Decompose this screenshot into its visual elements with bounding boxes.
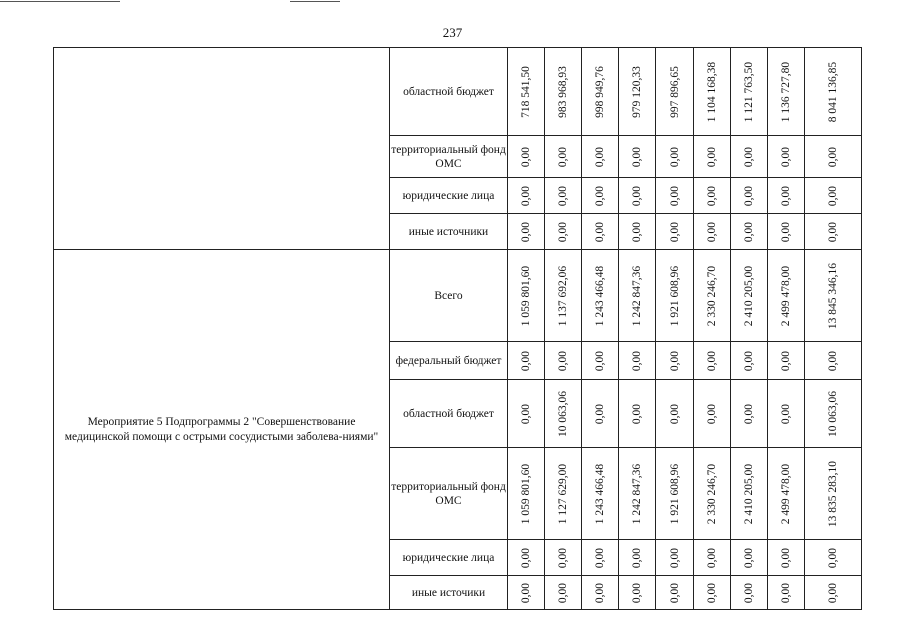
value-text: 0,00 <box>557 146 569 167</box>
value-text: 0,00 <box>631 582 643 603</box>
year-value-cell <box>619 448 656 540</box>
funding-source-cell: Всего <box>390 250 508 342</box>
value-text: 0,00 <box>520 221 532 242</box>
year-value-cell <box>508 48 545 136</box>
year-value-cell <box>582 448 619 540</box>
value-text: 2 330 246,70 <box>706 463 718 524</box>
total-cell <box>805 250 862 342</box>
year-value-cell <box>768 342 805 380</box>
value-text: 1 921 608,96 <box>668 265 681 326</box>
value-text: 0,00 <box>594 350 606 371</box>
value-text: 1 242 847,36 <box>631 463 643 524</box>
year-value-cell <box>731 342 768 380</box>
year-value-cell <box>619 136 656 178</box>
value-text: 0,00 <box>743 221 755 242</box>
funding-source-cell: территориальный фонд ОМС <box>390 448 508 540</box>
funding-source-cell: территориальный фонд ОМС <box>390 136 508 178</box>
value-text: 0,00 <box>743 582 755 603</box>
value-text: 0,00 <box>827 221 839 242</box>
year-value-cell <box>731 448 768 540</box>
value-text: 0,00 <box>706 350 718 371</box>
value-text: 0,00 <box>520 350 532 371</box>
year-value-cell <box>508 250 545 342</box>
value-text: 0,00 <box>706 403 718 424</box>
year-value-cell <box>582 342 619 380</box>
funding-source-cell: областной бюджет <box>390 48 508 136</box>
value-text: 2 410 205,00 <box>743 463 755 524</box>
value-text: 0,00 <box>631 350 643 371</box>
measure-cell <box>54 48 390 250</box>
year-value-cell <box>545 136 582 178</box>
year-value-cell <box>731 178 768 214</box>
year-value-cell <box>768 178 805 214</box>
value-text: 0,00 <box>520 185 532 206</box>
value-text: 0,00 <box>668 403 681 424</box>
value-text: 0,00 <box>631 403 643 424</box>
year-value-cell <box>656 448 694 540</box>
page-number: 237 <box>442 25 463 40</box>
year-value-cell <box>508 380 545 448</box>
value-text: 0,00 <box>743 146 755 167</box>
year-value-cell <box>582 48 619 136</box>
value-text: 0,00 <box>594 146 606 167</box>
year-value-cell <box>656 178 694 214</box>
table-row <box>54 48 862 136</box>
year-value-cell <box>619 576 656 610</box>
year-value-cell <box>619 250 656 342</box>
year-value-cell <box>694 380 731 448</box>
value-text: 2 330 246,70 <box>706 265 718 326</box>
value-text: 2 499 478,00 <box>780 463 792 524</box>
funding-table <box>53 47 862 610</box>
value-text: 0,00 <box>520 582 532 603</box>
value-text: 0,00 <box>631 185 643 206</box>
value-text: 0,00 <box>668 350 681 371</box>
year-value-cell <box>545 448 582 540</box>
year-value-cell <box>694 250 731 342</box>
year-value-cell <box>656 342 694 380</box>
value-text: 1 137 692,06 <box>557 265 569 326</box>
value-text: 0,00 <box>827 185 839 206</box>
value-text: 0,00 <box>557 350 569 371</box>
year-value-cell <box>582 540 619 576</box>
year-value-cell <box>731 48 768 136</box>
value-text: 0,00 <box>668 185 681 206</box>
total-cell <box>805 342 862 380</box>
value-text: 718 541,50 <box>520 65 532 118</box>
funding-source-cell: федеральный бюджет <box>390 342 508 380</box>
value-text: 0,00 <box>780 350 792 371</box>
value-text: 0,00 <box>520 146 532 167</box>
year-value-cell <box>731 380 768 448</box>
value-text: 998 949,76 <box>594 65 606 118</box>
value-text: 0,00 <box>827 350 839 371</box>
year-value-cell <box>508 448 545 540</box>
year-value-cell <box>694 214 731 250</box>
value-text: 0,00 <box>706 582 718 603</box>
year-value-cell <box>508 342 545 380</box>
year-value-cell <box>731 576 768 610</box>
value-text: 979 120,33 <box>631 65 643 118</box>
scan-edge-mark-right <box>290 1 340 2</box>
value-text: 0,00 <box>780 582 792 603</box>
measure-cell: Мероприятие 5 Подпрограммы 2 "Совершенствование медицинской помощи с острыми сосудистыми заболева-ниями" <box>54 250 390 610</box>
year-value-cell <box>656 136 694 178</box>
year-value-cell <box>582 380 619 448</box>
year-value-cell <box>768 448 805 540</box>
total-cell <box>805 48 862 136</box>
value-text: 0,00 <box>631 547 643 568</box>
value-text: 13 845 346,16 <box>827 262 839 329</box>
value-text: 2 499 478,00 <box>780 265 792 326</box>
value-text: 0,00 <box>743 185 755 206</box>
value-text: 0,00 <box>594 547 606 568</box>
value-text: 0,00 <box>557 185 569 206</box>
year-value-cell <box>619 342 656 380</box>
total-cell <box>805 576 862 610</box>
year-value-cell <box>694 136 731 178</box>
value-text: 1 243 466,48 <box>594 463 606 524</box>
value-text: 0,00 <box>780 146 792 167</box>
value-text: 0,00 <box>668 582 681 603</box>
value-text: 1 121 763,50 <box>743 61 755 122</box>
value-text: 0,00 <box>743 403 755 424</box>
year-value-cell <box>656 380 694 448</box>
value-text: 10 063,06 <box>827 390 839 437</box>
funding-source-cell: иные источники <box>390 214 508 250</box>
value-text: 0,00 <box>780 547 792 568</box>
year-value-cell <box>768 250 805 342</box>
year-value-cell <box>731 136 768 178</box>
year-value-cell <box>582 178 619 214</box>
value-text: 8 041 136,85 <box>827 61 839 122</box>
year-value-cell <box>768 380 805 448</box>
table-row <box>54 250 862 342</box>
year-value-cell <box>582 214 619 250</box>
year-value-cell <box>545 214 582 250</box>
year-value-cell <box>508 576 545 610</box>
year-value-cell <box>768 48 805 136</box>
value-text: 0,00 <box>631 221 643 242</box>
value-text: 0,00 <box>706 146 718 167</box>
year-value-cell <box>694 48 731 136</box>
value-text: 2 410 205,00 <box>743 265 755 326</box>
funding-source-cell: областной бюджет <box>390 380 508 448</box>
year-value-cell <box>582 250 619 342</box>
year-value-cell <box>545 576 582 610</box>
value-text: 1 127 629,00 <box>557 463 569 524</box>
year-value-cell <box>656 540 694 576</box>
year-value-cell <box>582 576 619 610</box>
year-value-cell <box>619 380 656 448</box>
total-cell <box>805 540 862 576</box>
year-value-cell <box>731 540 768 576</box>
value-text: 1 921 608,96 <box>668 463 681 524</box>
year-value-cell <box>508 540 545 576</box>
value-text: 0,00 <box>827 146 839 167</box>
funding-source-cell: юридические лица <box>390 540 508 576</box>
year-value-cell <box>694 342 731 380</box>
value-text: 0,00 <box>827 547 839 568</box>
year-value-cell <box>694 540 731 576</box>
value-text: 13 835 283,10 <box>827 460 839 527</box>
value-text: 1 059 801,60 <box>520 463 532 524</box>
year-value-cell <box>656 576 694 610</box>
year-value-cell <box>768 214 805 250</box>
value-text: 10 063,06 <box>557 390 569 437</box>
value-text: 0,00 <box>780 221 792 242</box>
total-cell <box>805 136 862 178</box>
value-text: 0,00 <box>557 547 569 568</box>
value-text: 0,00 <box>706 547 718 568</box>
year-value-cell <box>694 448 731 540</box>
year-value-cell <box>545 380 582 448</box>
value-text: 983 968,93 <box>557 65 569 118</box>
value-text: 0,00 <box>780 403 792 424</box>
year-value-cell <box>545 250 582 342</box>
value-text: 0,00 <box>743 350 755 371</box>
year-value-cell <box>619 178 656 214</box>
value-text: 0,00 <box>668 221 681 242</box>
value-text: 0,00 <box>557 221 569 242</box>
year-value-cell <box>768 576 805 610</box>
value-text: 1 059 801,60 <box>520 265 532 326</box>
total-cell <box>805 214 862 250</box>
value-text: 0,00 <box>827 582 839 603</box>
value-text: 1 136 727,80 <box>780 61 792 122</box>
scan-edge-mark-left <box>0 1 120 2</box>
year-value-cell <box>619 48 656 136</box>
year-value-cell <box>768 540 805 576</box>
value-text: 0,00 <box>520 403 532 424</box>
total-cell <box>805 448 862 540</box>
value-text: 1 104 168,38 <box>706 61 718 122</box>
year-value-cell <box>508 178 545 214</box>
total-cell <box>805 380 862 448</box>
year-value-cell <box>582 136 619 178</box>
value-text: 1 243 466,48 <box>594 265 606 326</box>
year-value-cell <box>768 136 805 178</box>
year-value-cell <box>619 540 656 576</box>
value-text: 0,00 <box>668 547 681 568</box>
year-value-cell <box>545 48 582 136</box>
year-value-cell <box>656 48 694 136</box>
value-text: 0,00 <box>594 582 606 603</box>
value-text: 0,00 <box>594 185 606 206</box>
year-value-cell <box>731 214 768 250</box>
year-value-cell <box>656 214 694 250</box>
year-value-cell <box>619 214 656 250</box>
value-text: 0,00 <box>594 403 606 424</box>
value-text: 1 242 847,36 <box>631 265 643 326</box>
total-cell <box>805 178 862 214</box>
year-value-cell <box>545 178 582 214</box>
value-text: 0,00 <box>743 547 755 568</box>
year-value-cell <box>694 178 731 214</box>
year-value-cell <box>694 576 731 610</box>
year-value-cell <box>508 136 545 178</box>
value-text: 0,00 <box>668 146 681 167</box>
year-value-cell <box>731 250 768 342</box>
funding-source-cell: юридические лица <box>390 178 508 214</box>
year-value-cell <box>545 540 582 576</box>
value-text: 0,00 <box>520 547 532 568</box>
value-text: 997 896,65 <box>668 65 681 118</box>
value-text: 0,00 <box>706 221 718 242</box>
year-value-cell <box>508 214 545 250</box>
value-text: 0,00 <box>594 221 606 242</box>
value-text: 0,00 <box>780 185 792 206</box>
value-text: 0,00 <box>631 146 643 167</box>
funding-source-cell: иные источики <box>390 576 508 610</box>
year-value-cell <box>545 342 582 380</box>
value-text: 0,00 <box>557 582 569 603</box>
year-value-cell <box>656 250 694 342</box>
value-text: 0,00 <box>706 185 718 206</box>
